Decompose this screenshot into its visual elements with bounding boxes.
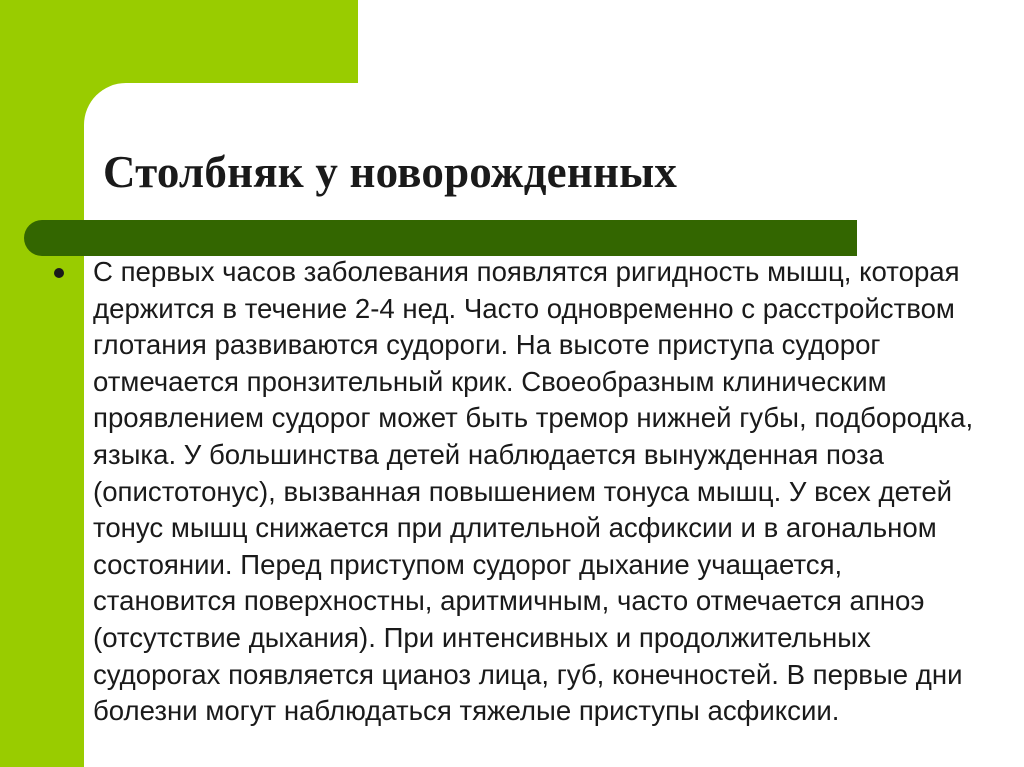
body-line: судорогах появляется цианоз лица, губ, конечностей. В первые дни bbox=[93, 658, 963, 690]
body-line: держится в течение 2-4 нед. Часто одновременно с расстройством bbox=[93, 292, 955, 324]
bullet-dot-icon bbox=[54, 268, 64, 278]
body-line: становится поверхностны, аритмичным, часто отмечается апноэ bbox=[93, 585, 925, 617]
slide-body-text bbox=[93, 254, 1013, 730]
body-line: проявлением судорог может быть тремор нижней губы, подбородка, bbox=[93, 402, 974, 434]
title-divider-bar bbox=[24, 220, 857, 256]
body-line: тонус мышц снижается при длительной асфиксии и в агональном bbox=[93, 512, 937, 544]
body-line: языка. У большинства детей наблюдается вынужденная поза bbox=[93, 438, 884, 470]
body-line: (опистотонус), вызванная повышением тонуса мышц. У всех детей bbox=[93, 475, 953, 507]
body-line: (отсутствие дыхания). При интенсивных и продолжительных bbox=[93, 621, 871, 653]
slide-title: Столбняк у новорожденных bbox=[103, 147, 678, 197]
body-line: отмечается пронзительный крик. Своеобразным клиническим bbox=[93, 365, 887, 397]
body-line: глотания развиваются судороги. На высоте приступа судорог bbox=[93, 329, 881, 361]
body-line: болезни могут наблюдаться тяжелые приступы асфиксии. bbox=[93, 695, 840, 727]
body-line: С первых часов заболевания появлятся ригидность мышц, которая bbox=[93, 256, 960, 287]
body-line: состоянии. Перед приступом судорог дыхание учащается, bbox=[93, 548, 843, 580]
